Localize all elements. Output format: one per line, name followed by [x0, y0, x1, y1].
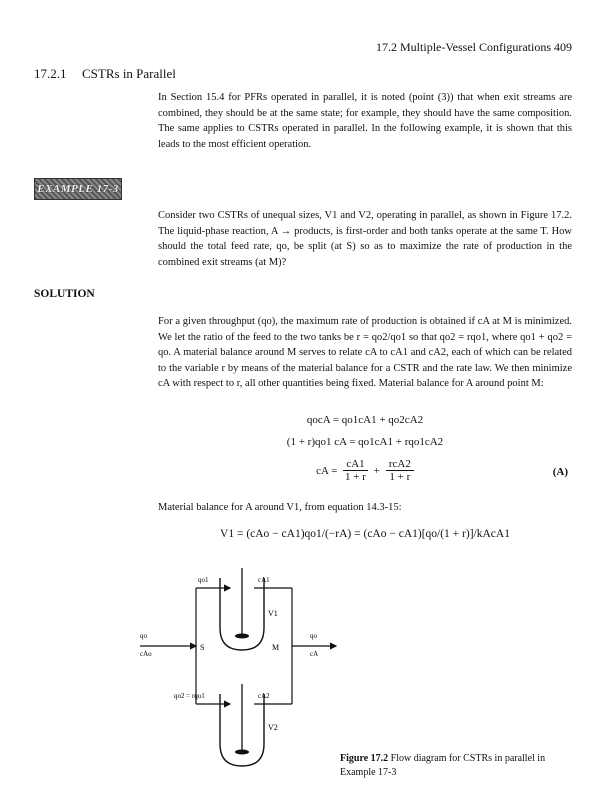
- equation-balance-r: (1 + r)qo1 cA = qo1cA1 + rqo1cA2: [286, 436, 444, 448]
- example-label: EXAMPLE 17-3: [37, 183, 119, 195]
- eq-a-num1: cA1: [343, 458, 367, 471]
- example-badge: [34, 178, 122, 200]
- eq-a-den2: 1 + r: [389, 471, 411, 483]
- page-number: 409: [554, 40, 572, 54]
- intro-paragraph: In Section 15.4 for PFRs operated in parallel, it is noted (point (3)) that when exit streams are combined, they should be at the same state; for example, they should have the same composition. The same applies to CSTRs operated in parallel. In the following example, it is shown that this leads to the most efficient operation.: [158, 92, 572, 150]
- label-v2: V2: [268, 723, 278, 732]
- label-m: M: [272, 643, 280, 652]
- section-number: 17.2.1: [34, 66, 67, 81]
- label-ca2: cA2: [258, 692, 270, 700]
- figure-caption: [340, 752, 580, 780]
- eq-a-den1: 1 + r: [345, 471, 366, 483]
- label-qo-in: qo: [140, 632, 147, 640]
- label-qo-out: qo: [310, 632, 317, 640]
- equation-balance-m: qocA = qo1cA1 + qo2cA2: [306, 414, 424, 426]
- running-header: [376, 40, 572, 55]
- impeller-2-icon: [235, 750, 249, 755]
- eq-a-plus: +: [373, 464, 380, 477]
- solution-heading: SOLUTION: [34, 288, 95, 300]
- label-s: S: [200, 643, 205, 652]
- label-qo1: qo1: [198, 576, 209, 584]
- flow-diagram: [140, 568, 340, 768]
- eq-a-fraction-2: [386, 458, 414, 483]
- equation-label-a: (A): [552, 466, 568, 478]
- label-v1: V1: [268, 609, 278, 618]
- label-ca1: cA1: [258, 576, 270, 584]
- eq-a-lhs: cA =: [316, 464, 338, 477]
- impeller-1-icon: [235, 634, 249, 639]
- label-ca-out: cA: [310, 650, 319, 658]
- equation-a: [158, 458, 572, 483]
- label-cao: cAo: [140, 650, 152, 658]
- material-balance-v1-text: Material balance for A around V1, from equation 14.3-15:: [158, 502, 402, 513]
- section-title: CSTRs in Parallel: [82, 66, 176, 81]
- caption-text: Flow diagram for CSTRs in parallel in Example 17-3: [340, 753, 546, 778]
- equation-v1: V1 = (cAo − cA1)qo1/(−rA) = (cAo − cA1)[qo/(1 + r)]/kAcA1: [220, 528, 510, 540]
- label-qo2: qo2 = rqo1: [174, 692, 205, 700]
- caption-label: Figure 17.2: [340, 753, 389, 764]
- eq-a-fraction-1: [343, 458, 367, 483]
- solution-paragraph: For a given throughput (qo), the maximum rate of production is obtained if cA at M is minimized. We let the ratio of the feed to the two tanks be r = qo2/qo1 so that qo2 = rqo1, where qo1 + qo2 = qo. A material balance around M serves to relate cA to cA1 and cA2, each of which can be related to the variable r by means of the material balance for a CSTR and the rate law. We then minimize cA with respect to r, all other quantities being fixed. Material balance for A around point M:: [158, 316, 572, 389]
- example-problem: Consider two CSTRs of unequal sizes, V1 and V2, operating in parallel, as shown in Figure 17.2. The liquid-phase reaction, A → products, is first-order and both tanks operate at the same T. How should the total feed rate, qo, be split (at S) so as to maximize the rate of production in the combined exit streams (at M)?: [158, 210, 572, 268]
- running-head-title: 17.2 Multiple-Vessel Configurations: [376, 40, 551, 54]
- eq-a-num2: rcA2: [386, 458, 414, 471]
